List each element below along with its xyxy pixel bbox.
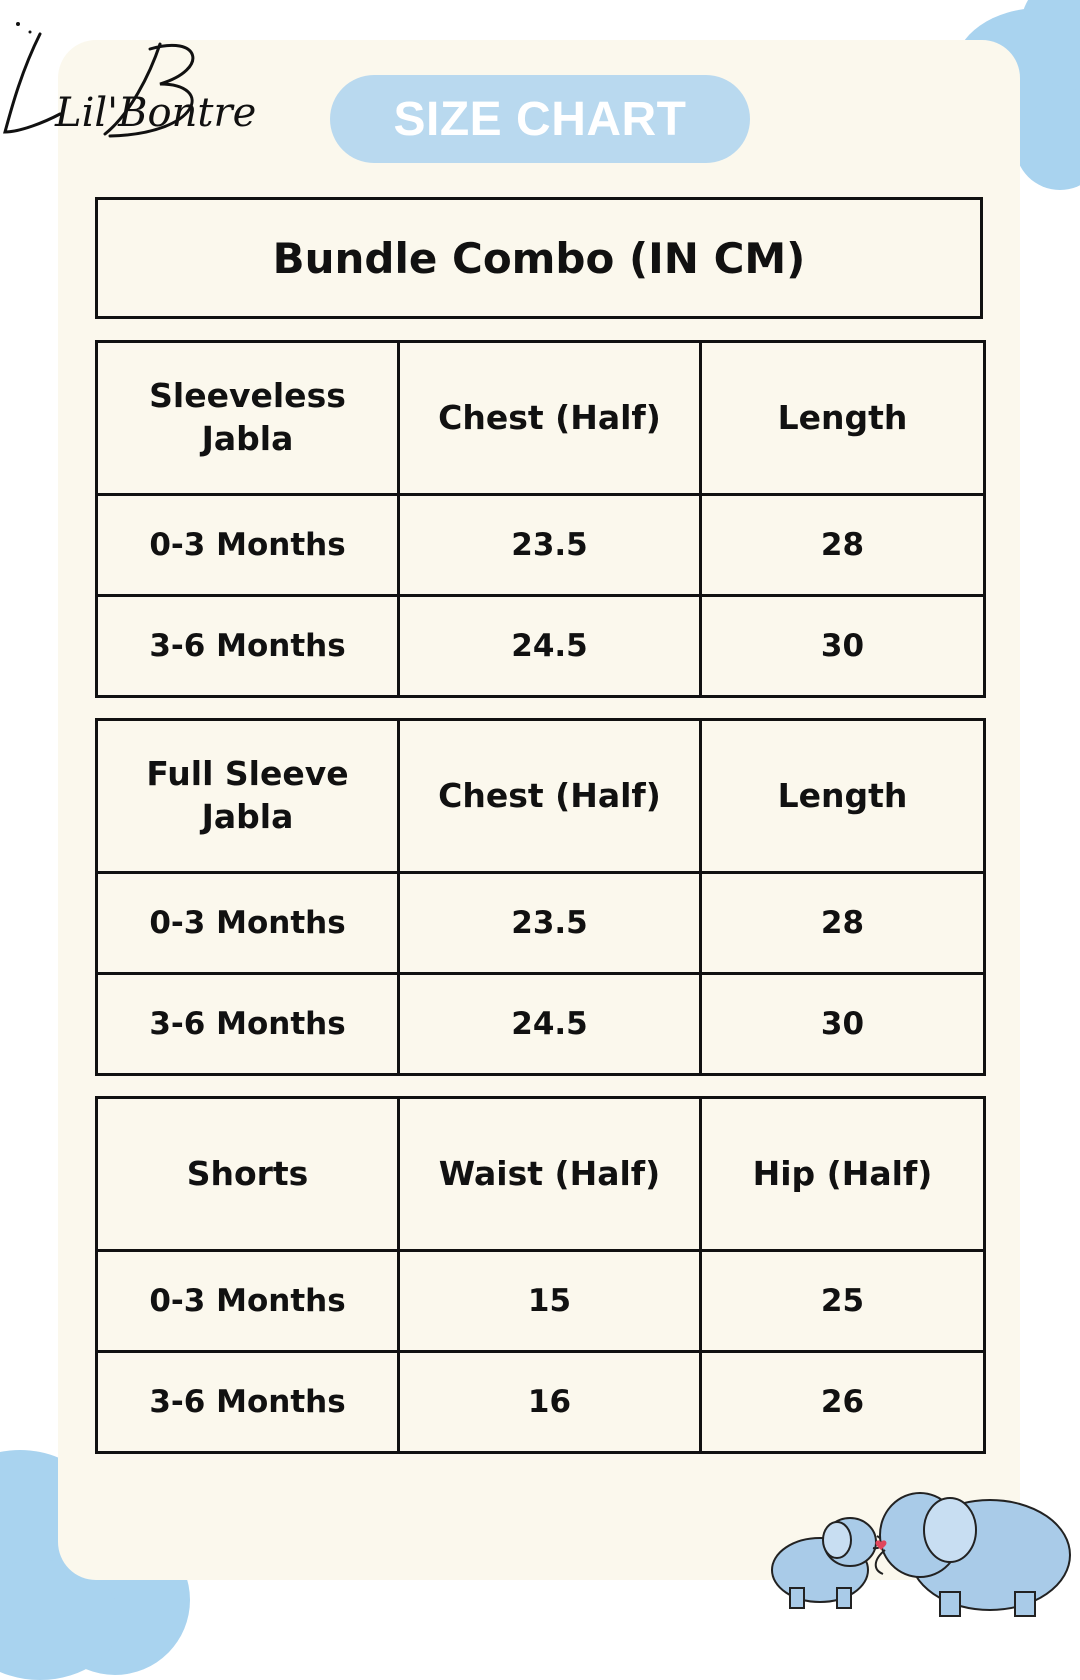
table-header-row: [97, 1098, 985, 1251]
mother-elephant-icon: [876, 1493, 1070, 1616]
table-header-row: [97, 342, 985, 495]
baby-elephant-icon: [772, 1518, 882, 1608]
value-cell: 30: [701, 974, 985, 1075]
size-cell: 3-6 Months: [97, 596, 399, 697]
header-cell: Chest (Half): [399, 342, 701, 495]
chart-title: Bundle Combo (IN CM): [272, 233, 806, 283]
size-cell: 3-6 Months: [97, 974, 399, 1075]
size-chart-badge-label: SIZE CHART: [393, 92, 687, 146]
elephants-illustration: [745, 1470, 1080, 1620]
chart-title-box: [95, 197, 983, 319]
value-cell: 26: [701, 1352, 985, 1453]
value-cell: 24.5: [399, 596, 701, 697]
table-row: [97, 495, 985, 596]
value-cell: 16: [399, 1352, 701, 1453]
value-cell: 28: [701, 873, 985, 974]
table-row: [97, 1352, 985, 1453]
value-cell: 23.5: [399, 495, 701, 596]
size-chart-badge: [330, 75, 750, 163]
table-row: [97, 873, 985, 974]
value-cell: 24.5: [399, 974, 701, 1075]
table-row: [97, 596, 985, 697]
table-header-row: [97, 720, 985, 873]
header-cell: Length: [701, 342, 985, 495]
header-cell: Full Sleeve Jabla: [97, 720, 399, 873]
header-cell: Shorts: [97, 1098, 399, 1251]
table-row: [97, 974, 985, 1075]
value-cell: 28: [701, 495, 985, 596]
size-cell: 0-3 Months: [97, 1251, 399, 1352]
logo-text: Lil'Bontre: [55, 90, 257, 136]
table-row: [97, 1251, 985, 1352]
header-cell: Length: [701, 720, 985, 873]
value-cell: 23.5: [399, 873, 701, 974]
sleeveless-jabla-table: [95, 340, 986, 698]
header-cell: Hip (Half): [701, 1098, 985, 1251]
size-cell: 0-3 Months: [97, 495, 399, 596]
size-cell: 3-6 Months: [97, 1352, 399, 1453]
brand-logo: [0, 14, 310, 144]
size-cell: 0-3 Months: [97, 873, 399, 974]
value-cell: 25: [701, 1251, 985, 1352]
shorts-table: [95, 1096, 986, 1454]
header-cell: Sleeveless Jabla: [97, 342, 399, 495]
header-cell: Waist (Half): [399, 1098, 701, 1251]
value-cell: 15: [399, 1251, 701, 1352]
value-cell: 30: [701, 596, 985, 697]
full-sleeve-jabla-table: [95, 718, 986, 1076]
header-cell: Chest (Half): [399, 720, 701, 873]
